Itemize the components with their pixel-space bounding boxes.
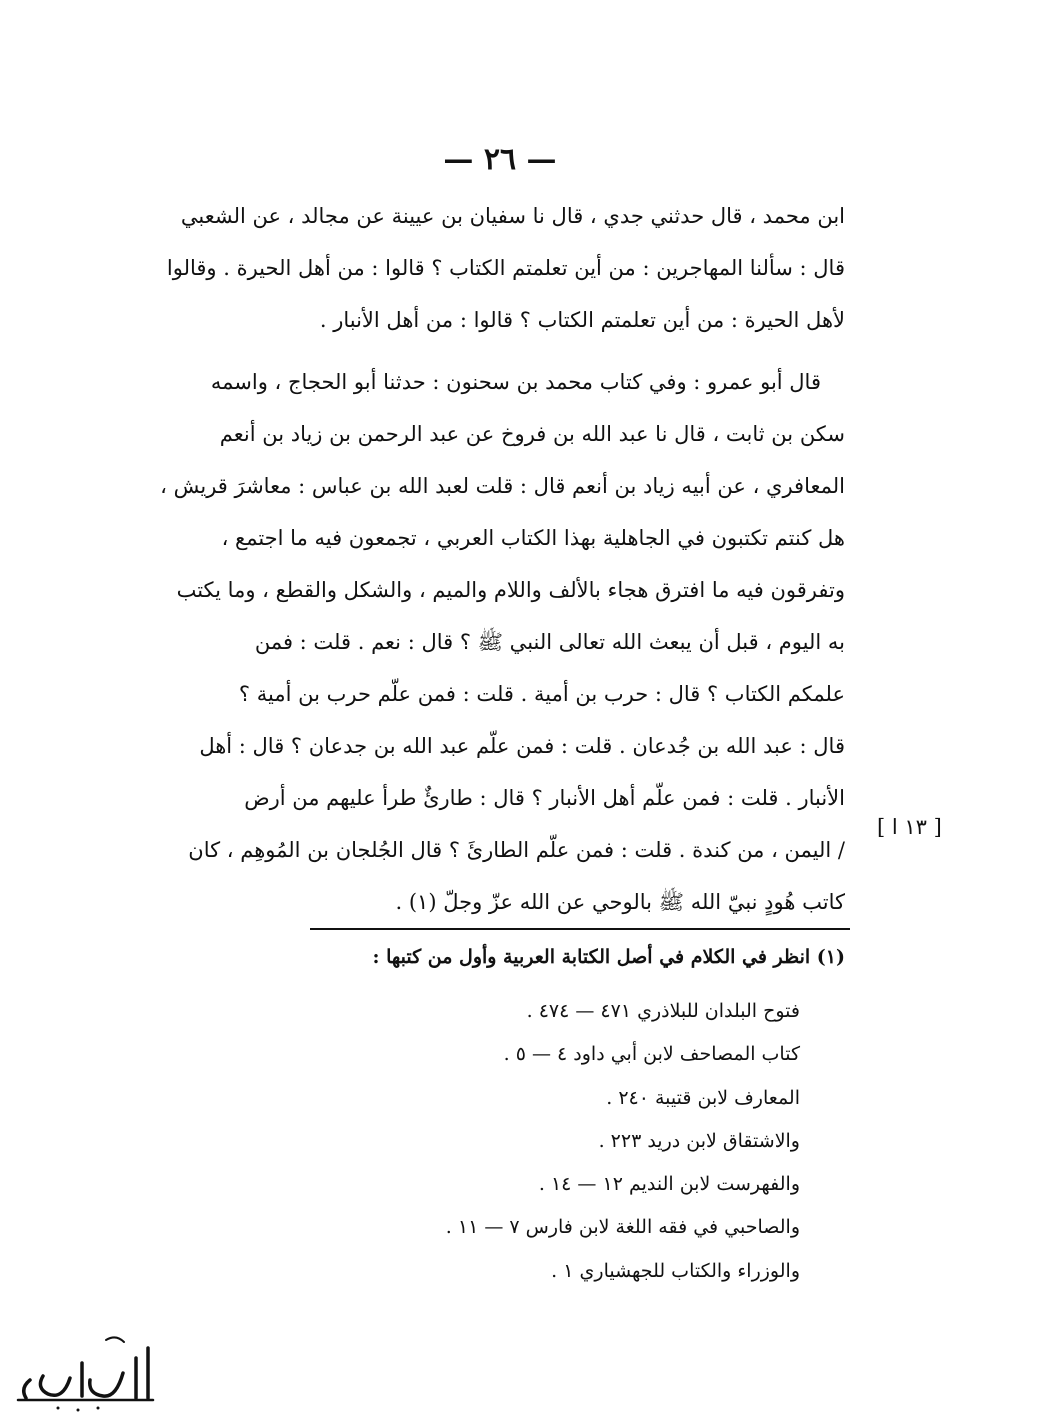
text-line: به اليوم ، قبل أن يبعث الله تعالى النبي ﷺ ؟ قال : نعم . قلت : فمن <box>254 630 845 654</box>
text-line: قال أبو عمرو : وفي كتاب محمد بن سحنون : حدثنا أبو الحجاج ، واسمه <box>210 370 821 394</box>
page-number: — ٢٦ — <box>443 142 557 177</box>
text-line: قال : سألنا المهاجرين : من أين تعلمتم الكتاب ؟ قالوا : من أهل الحيرة . وقالوا <box>166 256 845 280</box>
calligraphy-seal-logo <box>8 1318 158 1418</box>
text-line: سكن بن ثابت ، قال نا عبد الله بن فروخ عن عبد الرحمن بن زياد بن أنعم <box>219 422 845 446</box>
footnote-item: فتوح البلدان للبلاذري ٤٧١ — ٤٧٤ . <box>526 1000 800 1022</box>
paragraph-2 <box>145 356 845 928</box>
text-line: / اليمن ، من كندة . قلت : فمن علّم الطارئَ ؟ قال الجُلجان بن المُوهِم ، كان <box>188 838 845 862</box>
text-line: وتفرقون فيه ما افترق هجاء بالألف واللام والميم ، والشكل والقطع ، وما يكتب <box>176 578 845 602</box>
footnote-divider <box>310 928 850 930</box>
footnote-title: (١) انظر في الكلام في أصل الكتابة العربية وأول من كتبها : <box>372 946 845 968</box>
footnote-item: المعارف لابن قتيبة ٢٤٠ . <box>606 1086 800 1109</box>
text-line: المعافري ، عن أبيه زياد بن أنعم قال : قلت لعبد الله بن عباس : معاشرَ قريش ، <box>160 474 845 498</box>
text-line: علمكم الكتاب ؟ قال : حرب بن أمية . قلت : فمن علّم حرب بن أمية ؟ <box>238 682 845 706</box>
text-line: لأهل الحيرة : من أين تعلمتم الكتاب ؟ قالوا : من أهل الأنبار . <box>319 308 845 332</box>
footnote-item: والاشتقاق لابن دريد ٢٢٣ . <box>598 1129 800 1152</box>
text-line: الأنبار . قلت : فمن علّم أهل الأنبار ؟ قال : طارئٌ طرأ عليهم من أرض <box>244 786 845 810</box>
footnote-item: والفهرست لابن النديم ١٢ — ١٤ . <box>538 1173 800 1196</box>
footnote-list <box>446 990 800 1293</box>
folio-marker: [ ١٣ ا ] <box>877 815 942 839</box>
footnote-item: كتاب المصاحف لابن أبي داود ٤ — ٥ . <box>503 1043 800 1066</box>
footnote-item: والوزراء والكتاب للجهشياري ١ . <box>551 1259 800 1282</box>
paragraph-1 <box>145 190 845 346</box>
footnote-item: والصاحبي في فقه اللغة لابن فارس ٧ — ١١ . <box>445 1216 800 1239</box>
text-line: هل كنتم تكتبون في الجاهلية بهذا الكتاب العربي ، تجمعون فيه ما اجتمع ، <box>221 526 845 550</box>
text-line: كاتب هُودٍ نبيّ الله ﷺ بالوحي عن الله عزّ وجلّ (١) . <box>395 890 845 914</box>
text-line: قال : عبد الله بن جُدعان . قلت : فمن علّم عبد الله بن جدعان ؟ قال : أهل <box>199 734 845 758</box>
text-line: ابن محمد ، قال حدثني جدي ، قال نا سفيان بن عيينة عن مجالد ، عن الشعبي <box>180 204 845 228</box>
